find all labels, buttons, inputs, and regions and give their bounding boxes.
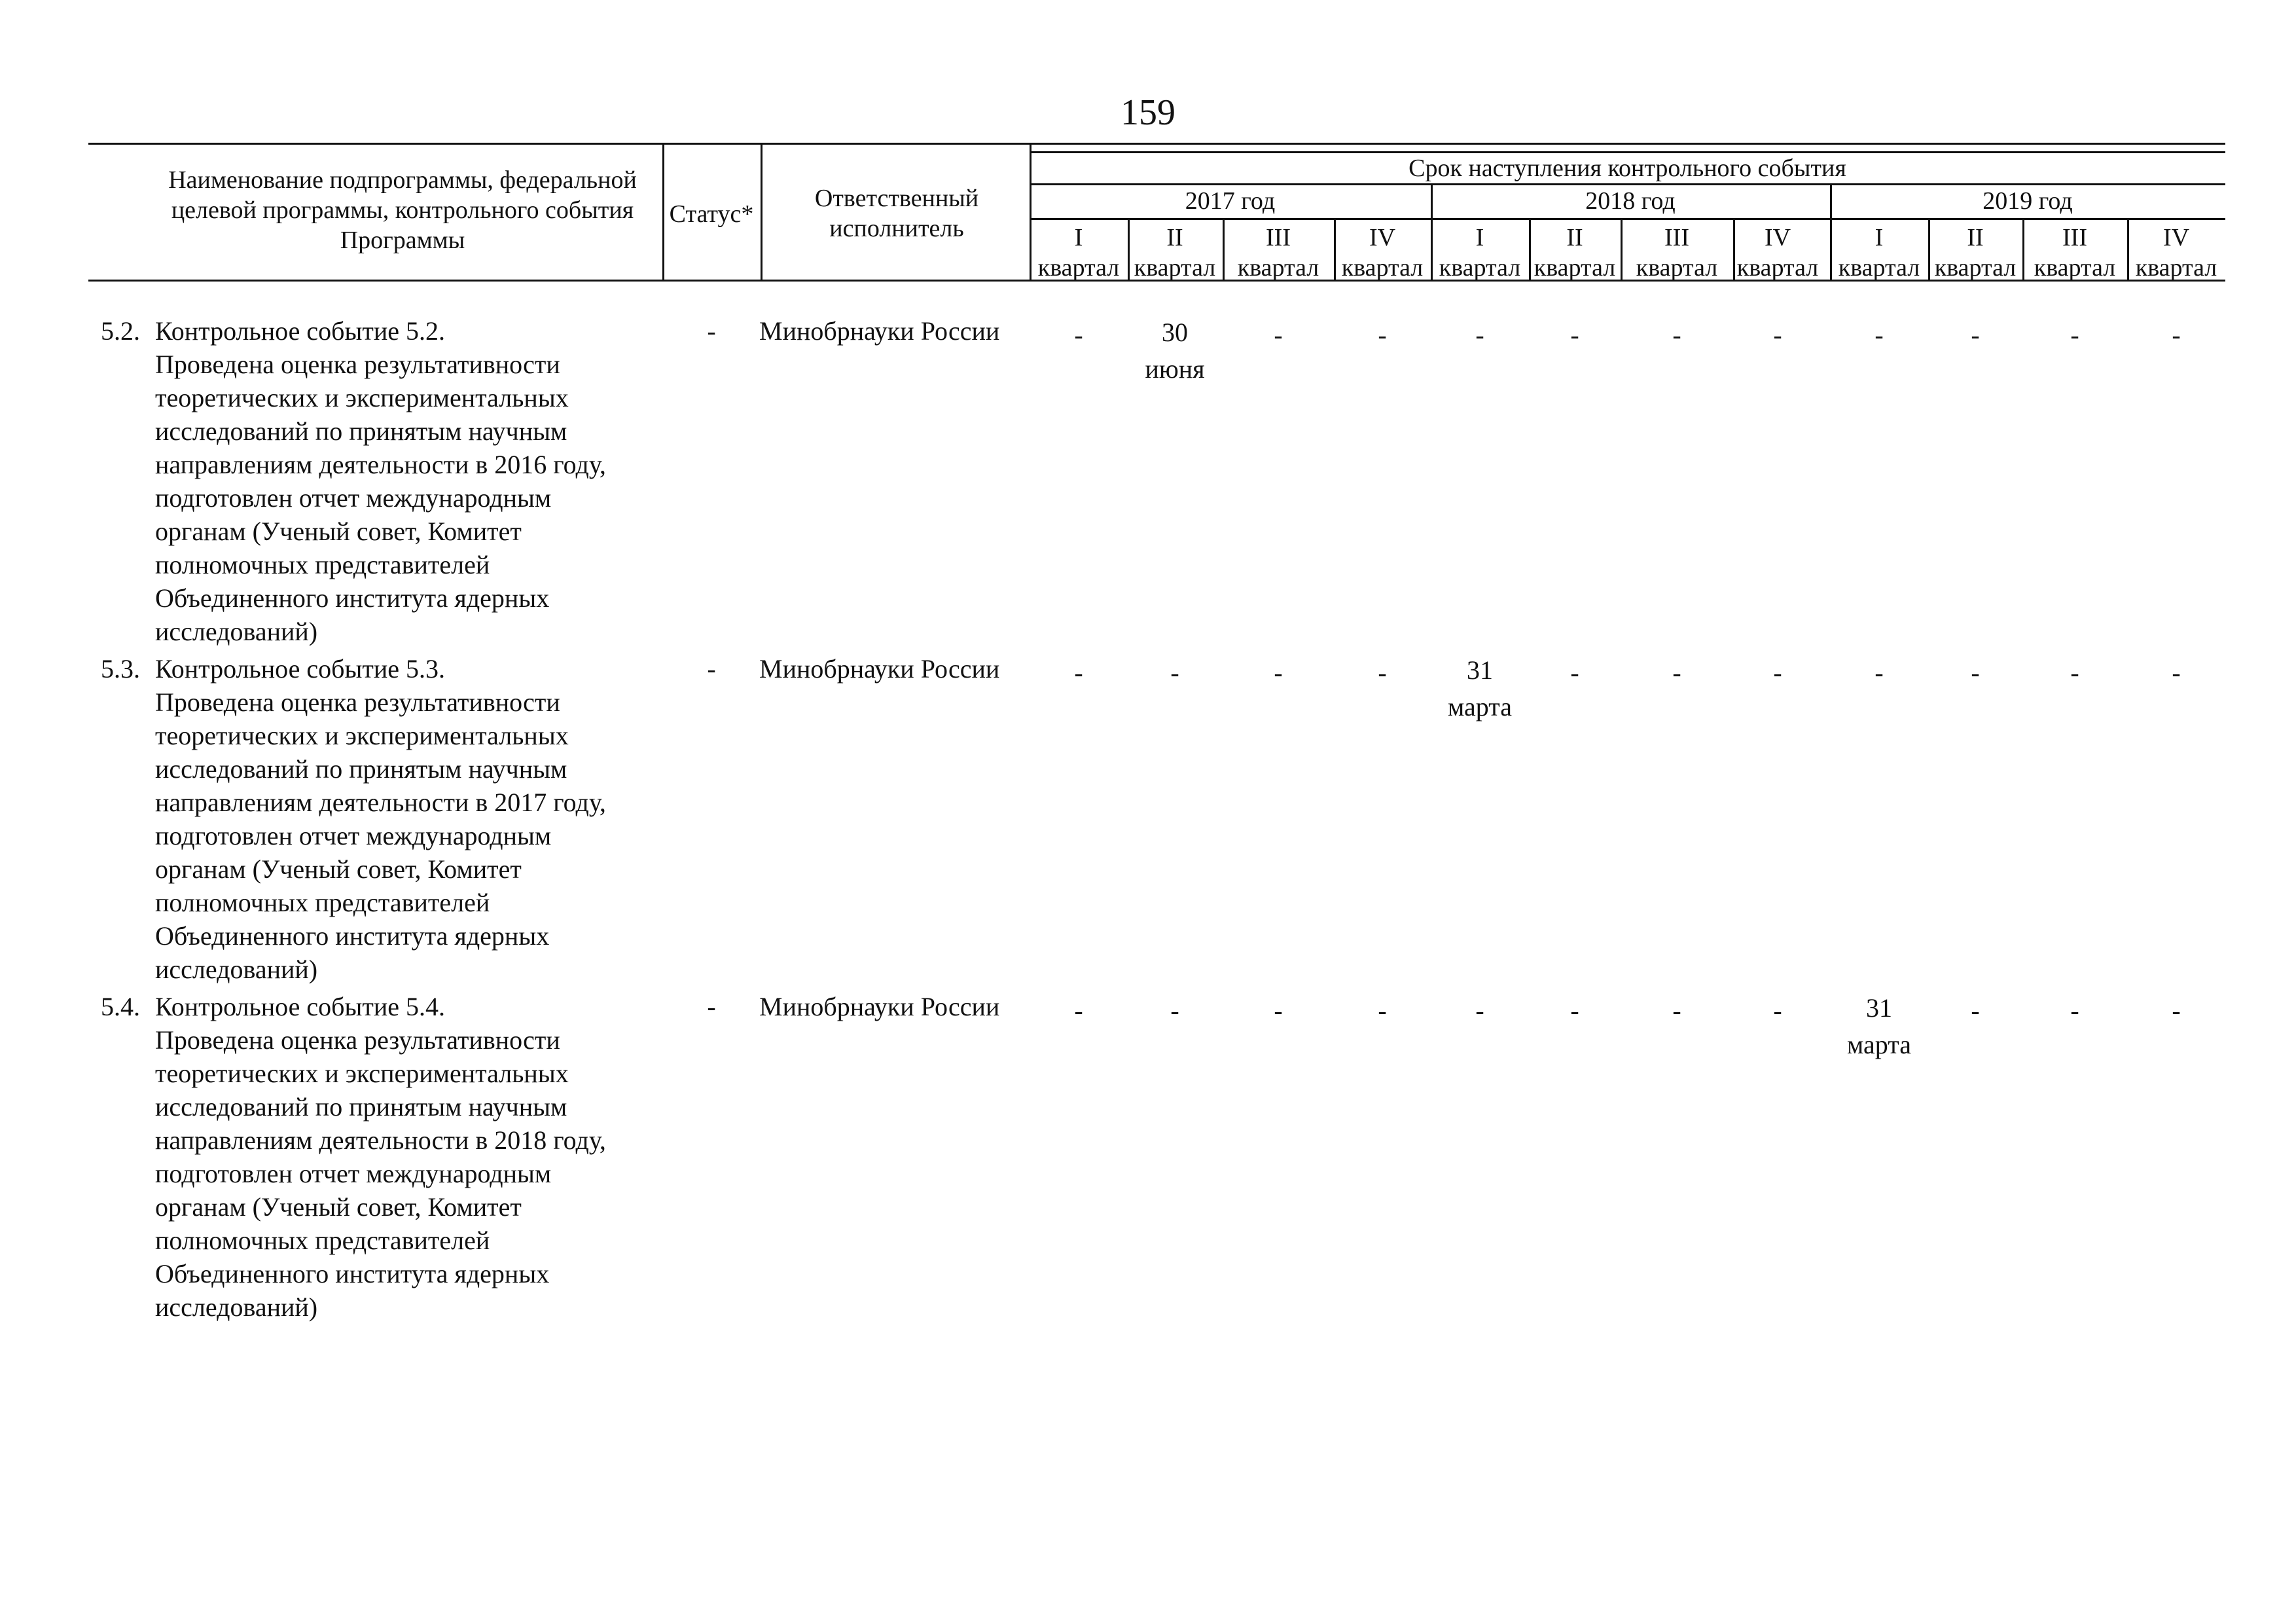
quarter-value: - xyxy=(1672,320,1681,350)
quarter-value: - xyxy=(1773,658,1782,687)
header-year: 2019 год xyxy=(1982,187,2073,215)
quarter-value: - xyxy=(1378,658,1387,687)
event-description: Контрольное событие 5.3. Проведена оценка результативности теоретических и экспериментальных исследований по принятым научным направлениям деятельности в 2017 году, подготовлен отчет международным органам (Ученый совет, Комитет полномочных представителей Объединенного института ядерных исследований) xyxy=(155,654,606,984)
years-rule xyxy=(1030,183,2225,185)
row-number: 5.4. xyxy=(101,992,140,1021)
quarter-value: - xyxy=(1274,320,1283,350)
quarter-header xyxy=(1831,223,1927,283)
quarter-value: - xyxy=(1274,658,1283,687)
quarter-numeral: II xyxy=(1566,224,1583,251)
header-year: 2018 год xyxy=(1585,187,1676,215)
quarter-value: - xyxy=(1378,996,1387,1025)
event-description: Контрольное событие 5.4. Проведена оценка результативности теоретических и экспериментальных исследований по принятым научным направлениям деятельности в 2018 году, подготовлен отчет международным органам (Ученый совет, Комитет полномочных представителей Объединенного института ядерных исследований) xyxy=(155,992,606,1322)
quarter-label: квартал xyxy=(1636,254,1718,282)
header-deadline-column: Срок наступления контрольного события xyxy=(1408,155,1846,182)
quarter-value: - xyxy=(1971,658,1980,687)
quarter-label: квартал xyxy=(2034,254,2116,282)
quarter-header xyxy=(1127,223,1223,283)
quarter-label: квартал xyxy=(1134,254,1216,282)
quarter-value: - xyxy=(1074,996,1083,1025)
quarter-value: 30 июня xyxy=(1145,318,1205,384)
page-number: 159 xyxy=(1121,92,1175,133)
quarter-header xyxy=(1730,223,1825,283)
divider-quarter xyxy=(1223,220,1225,280)
header-name-column: Наименование подпрограммы, федеральной целевой программы, контрольного события Программы xyxy=(168,166,637,254)
row-number: 5.2. xyxy=(101,316,140,346)
quarter-value: - xyxy=(1570,658,1579,687)
quarter-value: - xyxy=(1773,996,1782,1025)
quarter-header xyxy=(1527,223,1623,283)
quarter-numeral: III xyxy=(1664,224,1689,251)
quarter-value: - xyxy=(1570,320,1579,350)
quarter-label: квартал xyxy=(1934,254,2017,282)
quarter-numeral: I xyxy=(1475,224,1484,251)
quarter-label: квартал xyxy=(1439,254,1521,282)
quarter-value: - xyxy=(2172,996,2181,1025)
quarter-header xyxy=(1432,223,1528,283)
quarter-value: - xyxy=(2172,658,2181,687)
responsible-executor: Минобрнауки России xyxy=(759,654,1000,684)
quarter-header xyxy=(1031,223,1126,283)
quarter-label: квартал xyxy=(1736,254,1819,282)
quarter-value: - xyxy=(1971,996,1980,1025)
quarter-value: - xyxy=(1672,658,1681,687)
quarter-value: - xyxy=(1170,996,1179,1025)
quarter-value: - xyxy=(1773,320,1782,350)
status-value: - xyxy=(707,992,716,1021)
quarter-header xyxy=(2027,223,2123,283)
quarter-value: - xyxy=(2070,996,2079,1025)
status-value: - xyxy=(707,316,716,346)
quarter-value: - xyxy=(1475,996,1484,1025)
quarter-value: 31 марта xyxy=(1847,993,1911,1059)
quarter-value: - xyxy=(2070,658,2079,687)
quarter-value: - xyxy=(1074,320,1083,350)
quarter-label: квартал xyxy=(1534,254,1616,282)
quarter-label: квартал xyxy=(1341,254,1424,282)
status-value: - xyxy=(707,654,716,684)
responsible-executor: Минобрнауки России xyxy=(759,316,1000,346)
quarter-header xyxy=(2128,223,2224,283)
divider-status-responsible xyxy=(761,145,762,280)
quarter-header xyxy=(1928,223,2023,283)
quarter-value: - xyxy=(1672,996,1681,1025)
header-top-rule xyxy=(88,143,2225,145)
header-year: 2017 год xyxy=(1185,187,1276,215)
quarter-value: - xyxy=(2070,320,2079,350)
quarter-value: - xyxy=(1874,320,1884,350)
quarters-rule xyxy=(1030,218,2225,220)
quarter-value: - xyxy=(1274,996,1283,1025)
quarter-numeral: II xyxy=(1166,224,1183,251)
quarter-numeral: III xyxy=(1266,224,1291,251)
quarter-value: - xyxy=(1074,658,1083,687)
quarter-label: квартал xyxy=(1237,254,1319,282)
quarter-value: - xyxy=(1475,320,1484,350)
header-status-column: Статус* xyxy=(669,200,754,228)
quarter-value: - xyxy=(1874,658,1884,687)
quarter-value: - xyxy=(2172,320,2181,350)
quarter-numeral: II xyxy=(1967,224,1984,251)
quarter-value: 31 марта xyxy=(1448,655,1512,721)
quarter-numeral: I xyxy=(1074,224,1083,251)
event-description: Контрольное событие 5.2. Проведена оценка результативности теоретических и экспериментальных исследований по принятым научным направлениям деятельности в 2016 году, подготовлен отчет международным органам (Ученый совет, Комитет полномочных представителей Объединенного института ядерных исследований) xyxy=(155,316,606,646)
quarter-header xyxy=(1230,223,1326,283)
quarter-value: - xyxy=(1170,658,1179,687)
quarter-numeral: IV xyxy=(2162,224,2190,251)
quarter-label: квартал xyxy=(1037,254,1120,282)
quarter-label: квартал xyxy=(2135,254,2217,282)
quarter-numeral: III xyxy=(2062,224,2087,251)
quarter-value: - xyxy=(1570,996,1579,1025)
quarter-value: - xyxy=(1378,320,1387,350)
responsible-executor: Минобрнауки России xyxy=(759,992,1000,1021)
quarter-numeral: I xyxy=(1874,224,1884,251)
quarter-header xyxy=(1629,223,1725,283)
quarter-header xyxy=(1335,223,1430,283)
header-responsible-column: Ответственный исполнитель xyxy=(814,185,979,242)
quarter-numeral: IV xyxy=(1369,224,1396,251)
quarter-numeral: IV xyxy=(1764,224,1791,251)
quarter-value: - xyxy=(1971,320,1980,350)
row-number: 5.3. xyxy=(101,654,140,684)
quarter-label: квартал xyxy=(1838,254,1920,282)
